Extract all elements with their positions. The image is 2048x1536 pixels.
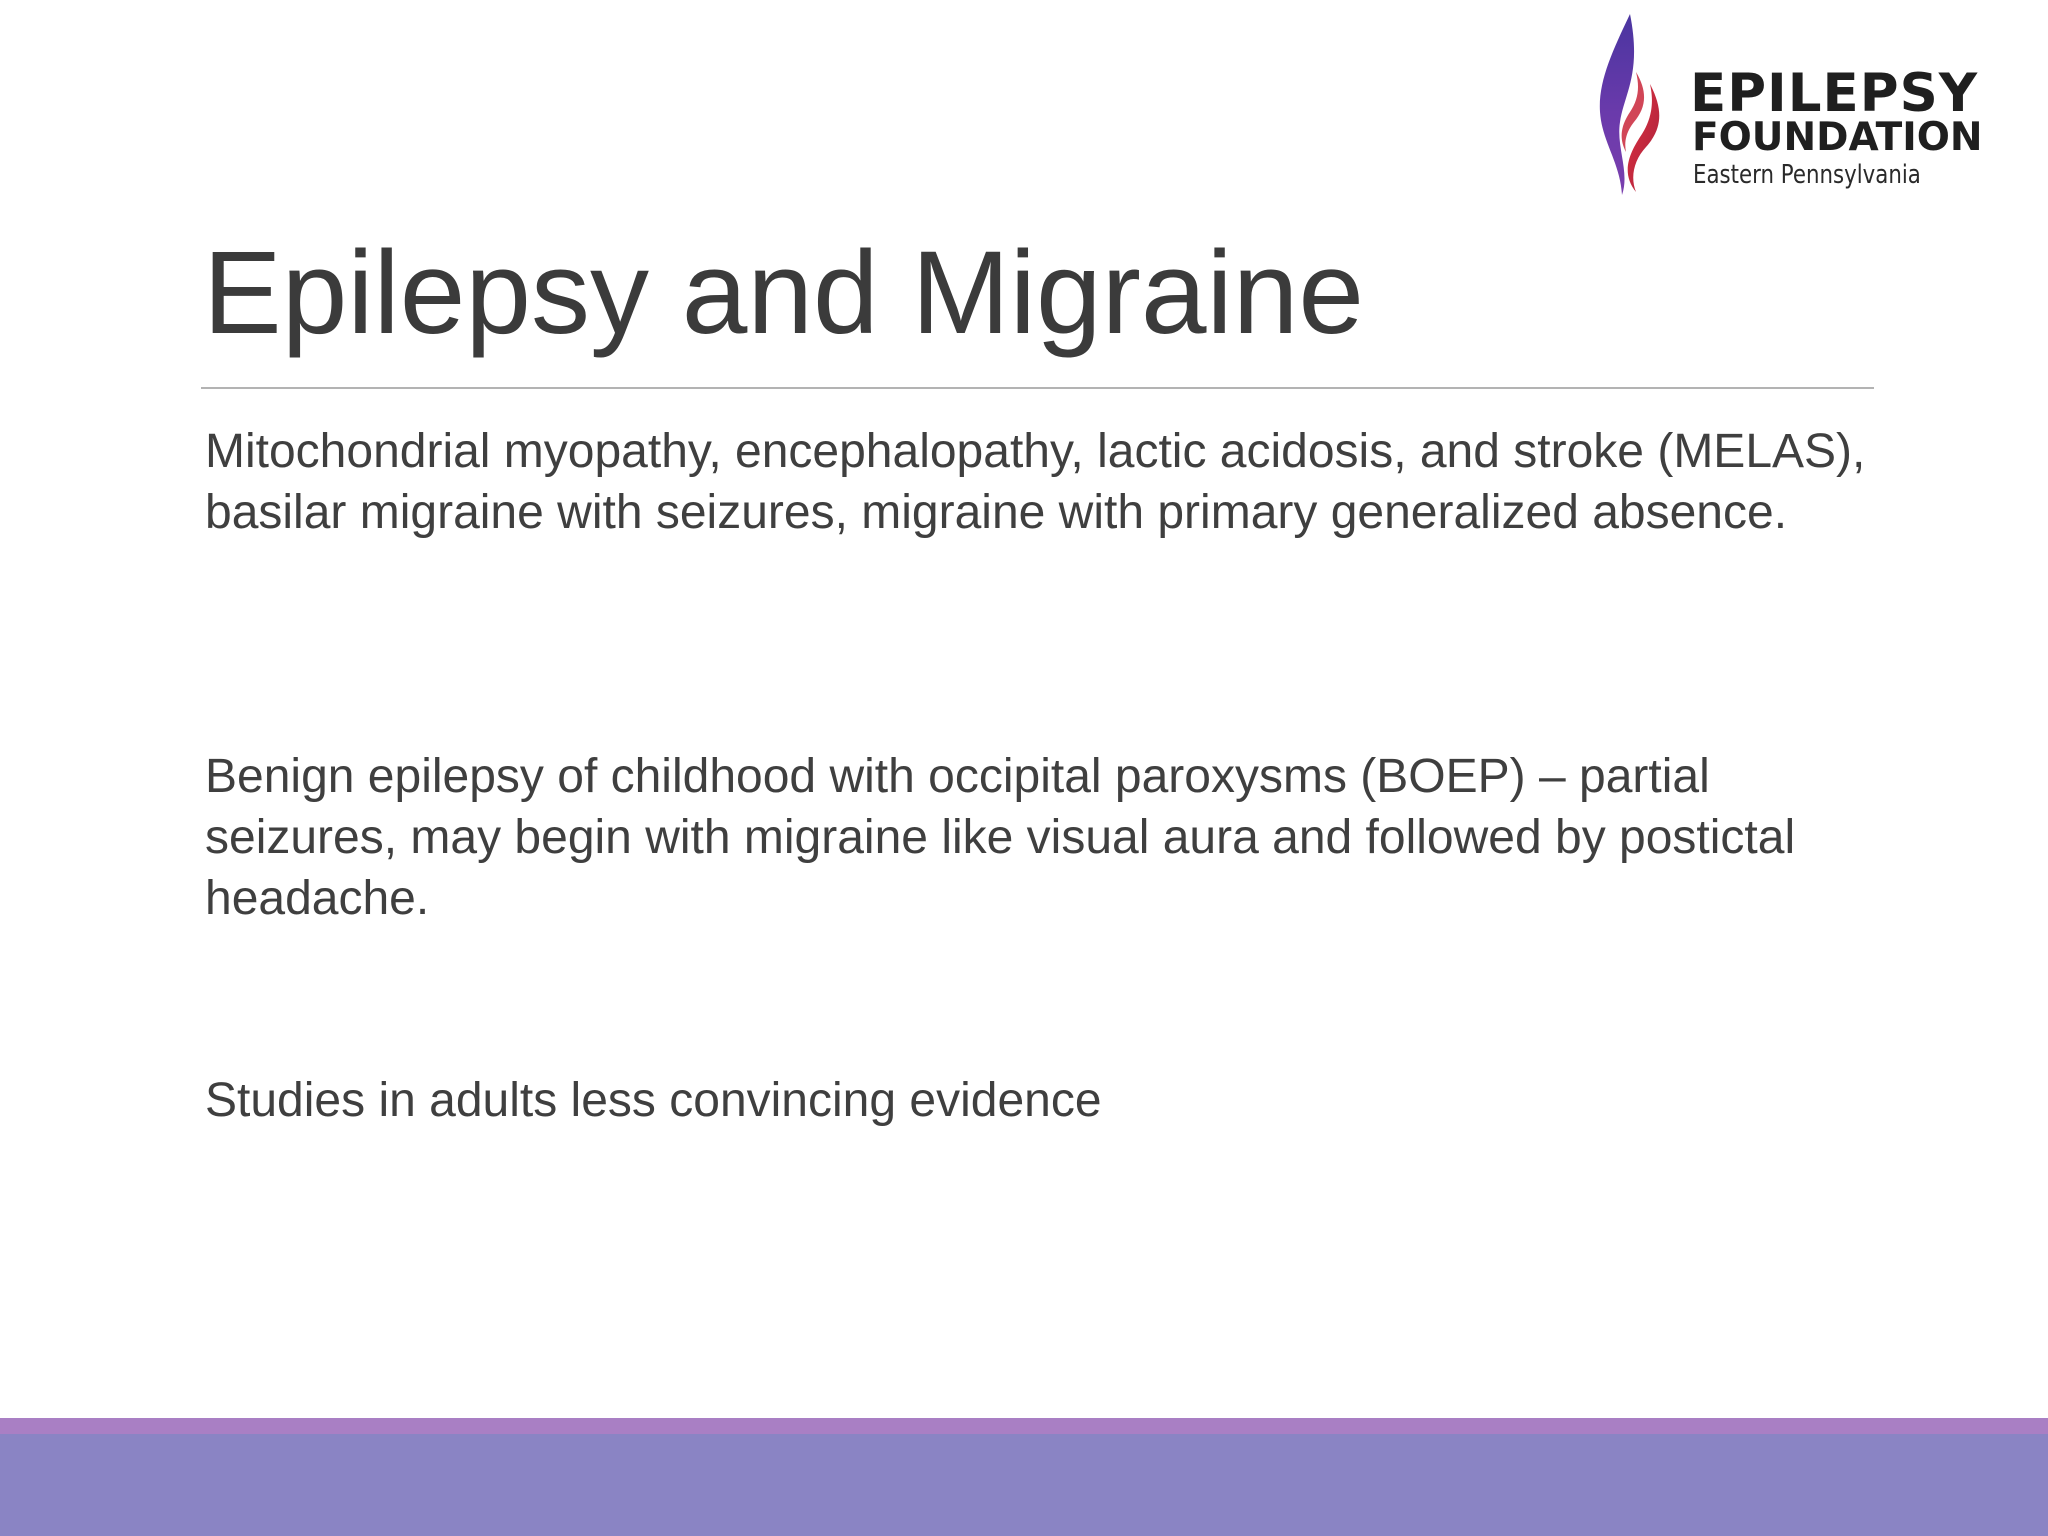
- slide-title: Epilepsy and Migraine: [203, 227, 1364, 359]
- title-divider: [201, 387, 1874, 389]
- footer-accent-stripe: [0, 1418, 2048, 1434]
- footer-band: [0, 1434, 2048, 1536]
- body-paragraph-boep: Benign epilepsy of childhood with occipital paroxysms (BOEP) – partial seizures, may begin with migraine like visual aura and followed by postictal headache.: [205, 750, 1796, 925]
- logo-text-region: Eastern Pennsylvania: [1693, 160, 1921, 190]
- body-paragraph-adults: Studies in adults less convincing evidence: [205, 1074, 1102, 1127]
- flame-icon: [1590, 12, 1672, 197]
- body-paragraph-melas: Mitochondrial myopathy, encephalopathy, lactic acidosis, and stroke (MELAS), basilar migraine with seizures, migraine with primary generalized absence.: [205, 425, 1866, 539]
- logo-text-foundation: FOUNDATION: [1692, 115, 1983, 160]
- logo-text-epilepsy: EPILEPSY: [1690, 63, 1979, 124]
- epilepsy-foundation-logo: [1590, 12, 2010, 202]
